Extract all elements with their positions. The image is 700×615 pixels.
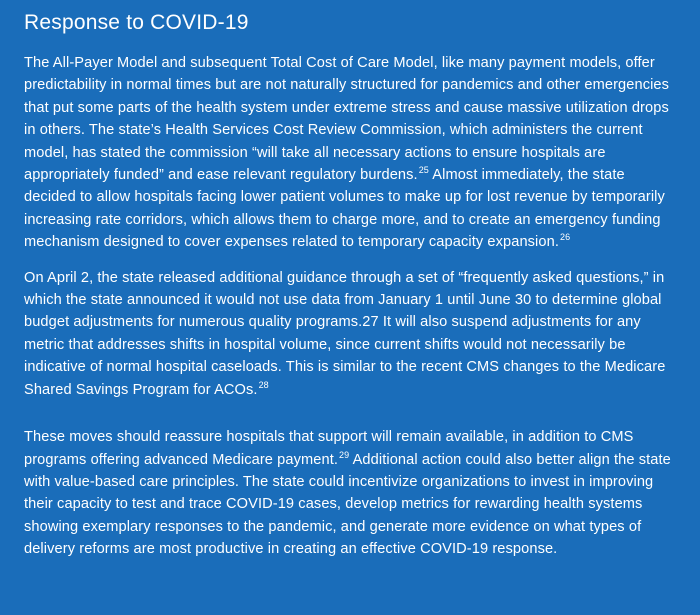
section-heading: Response to COVID-19 <box>24 11 249 34</box>
paragraph-2 <box>24 267 676 401</box>
footnote-ref-29[interactable]: 29 <box>339 449 350 460</box>
paragraph-1 <box>24 52 676 254</box>
paragraph-1-text-a: The All-Payer Model and subsequent Total Cost of Care Model, like many payment models, offer predictability in normal times but are not naturally structured for pandemics and other emergencies that put some parts of the health system under extreme stress and cause massive utilization drops in others. The state’s Health Services Cost Review Commission, which administers the current model, has stated the commission “will take all necessary actions to ensure hospitals are appropriately funded” and ease relevant regulatory burdens. <box>24 55 670 184</box>
paragraph-3-text-b: Additional action could also better align the state with value-based care principles. The state could incentivize organizations to invest in improving their capacity to test and trace COVID-19 cases, develop metrics for rewarding health systems showing exemplary responses to the pandemic, and generate more evidence on what types of delivery reforms are most productive in creating an effective COVID-19 response. <box>24 451 671 558</box>
footnote-ref-25[interactable]: 25 <box>418 165 429 176</box>
paragraph-2-text-a: On April 2, the state released additional guidance through a set of “frequently asked questions,” in which the state announced it would not use data from January 1 until June 30 to determine global budget adjustments for numerous quality programs.27 It will also suspend adjustments for any metric that addresses shifts in hospital volume, since current shifts would not necessarily be indicative of normal hospital caseloads. This is similar to the recent CMS changes to the Medicare Shared Savings Program for ACOs. <box>24 269 666 398</box>
paragraph-3 <box>24 426 676 560</box>
paragraph-1-text-b: Almost immediately, the state decided to allow hospitals facing lower patient volumes to make up for lost revenue by temporarily increasing rate corridors, which allows them to charge more, and to create an emergency funding mechanism designed to cover expenses related to temporary capacity expansion. <box>24 167 665 251</box>
footnote-ref-26[interactable]: 26 <box>559 232 571 243</box>
paragraph-3-text-a: These moves should reassure hospitals that support will remain available, in addition to CMS programs offering advanced Medicare payment. <box>24 429 634 468</box>
footnote-ref-28[interactable]: 28 <box>258 379 269 390</box>
